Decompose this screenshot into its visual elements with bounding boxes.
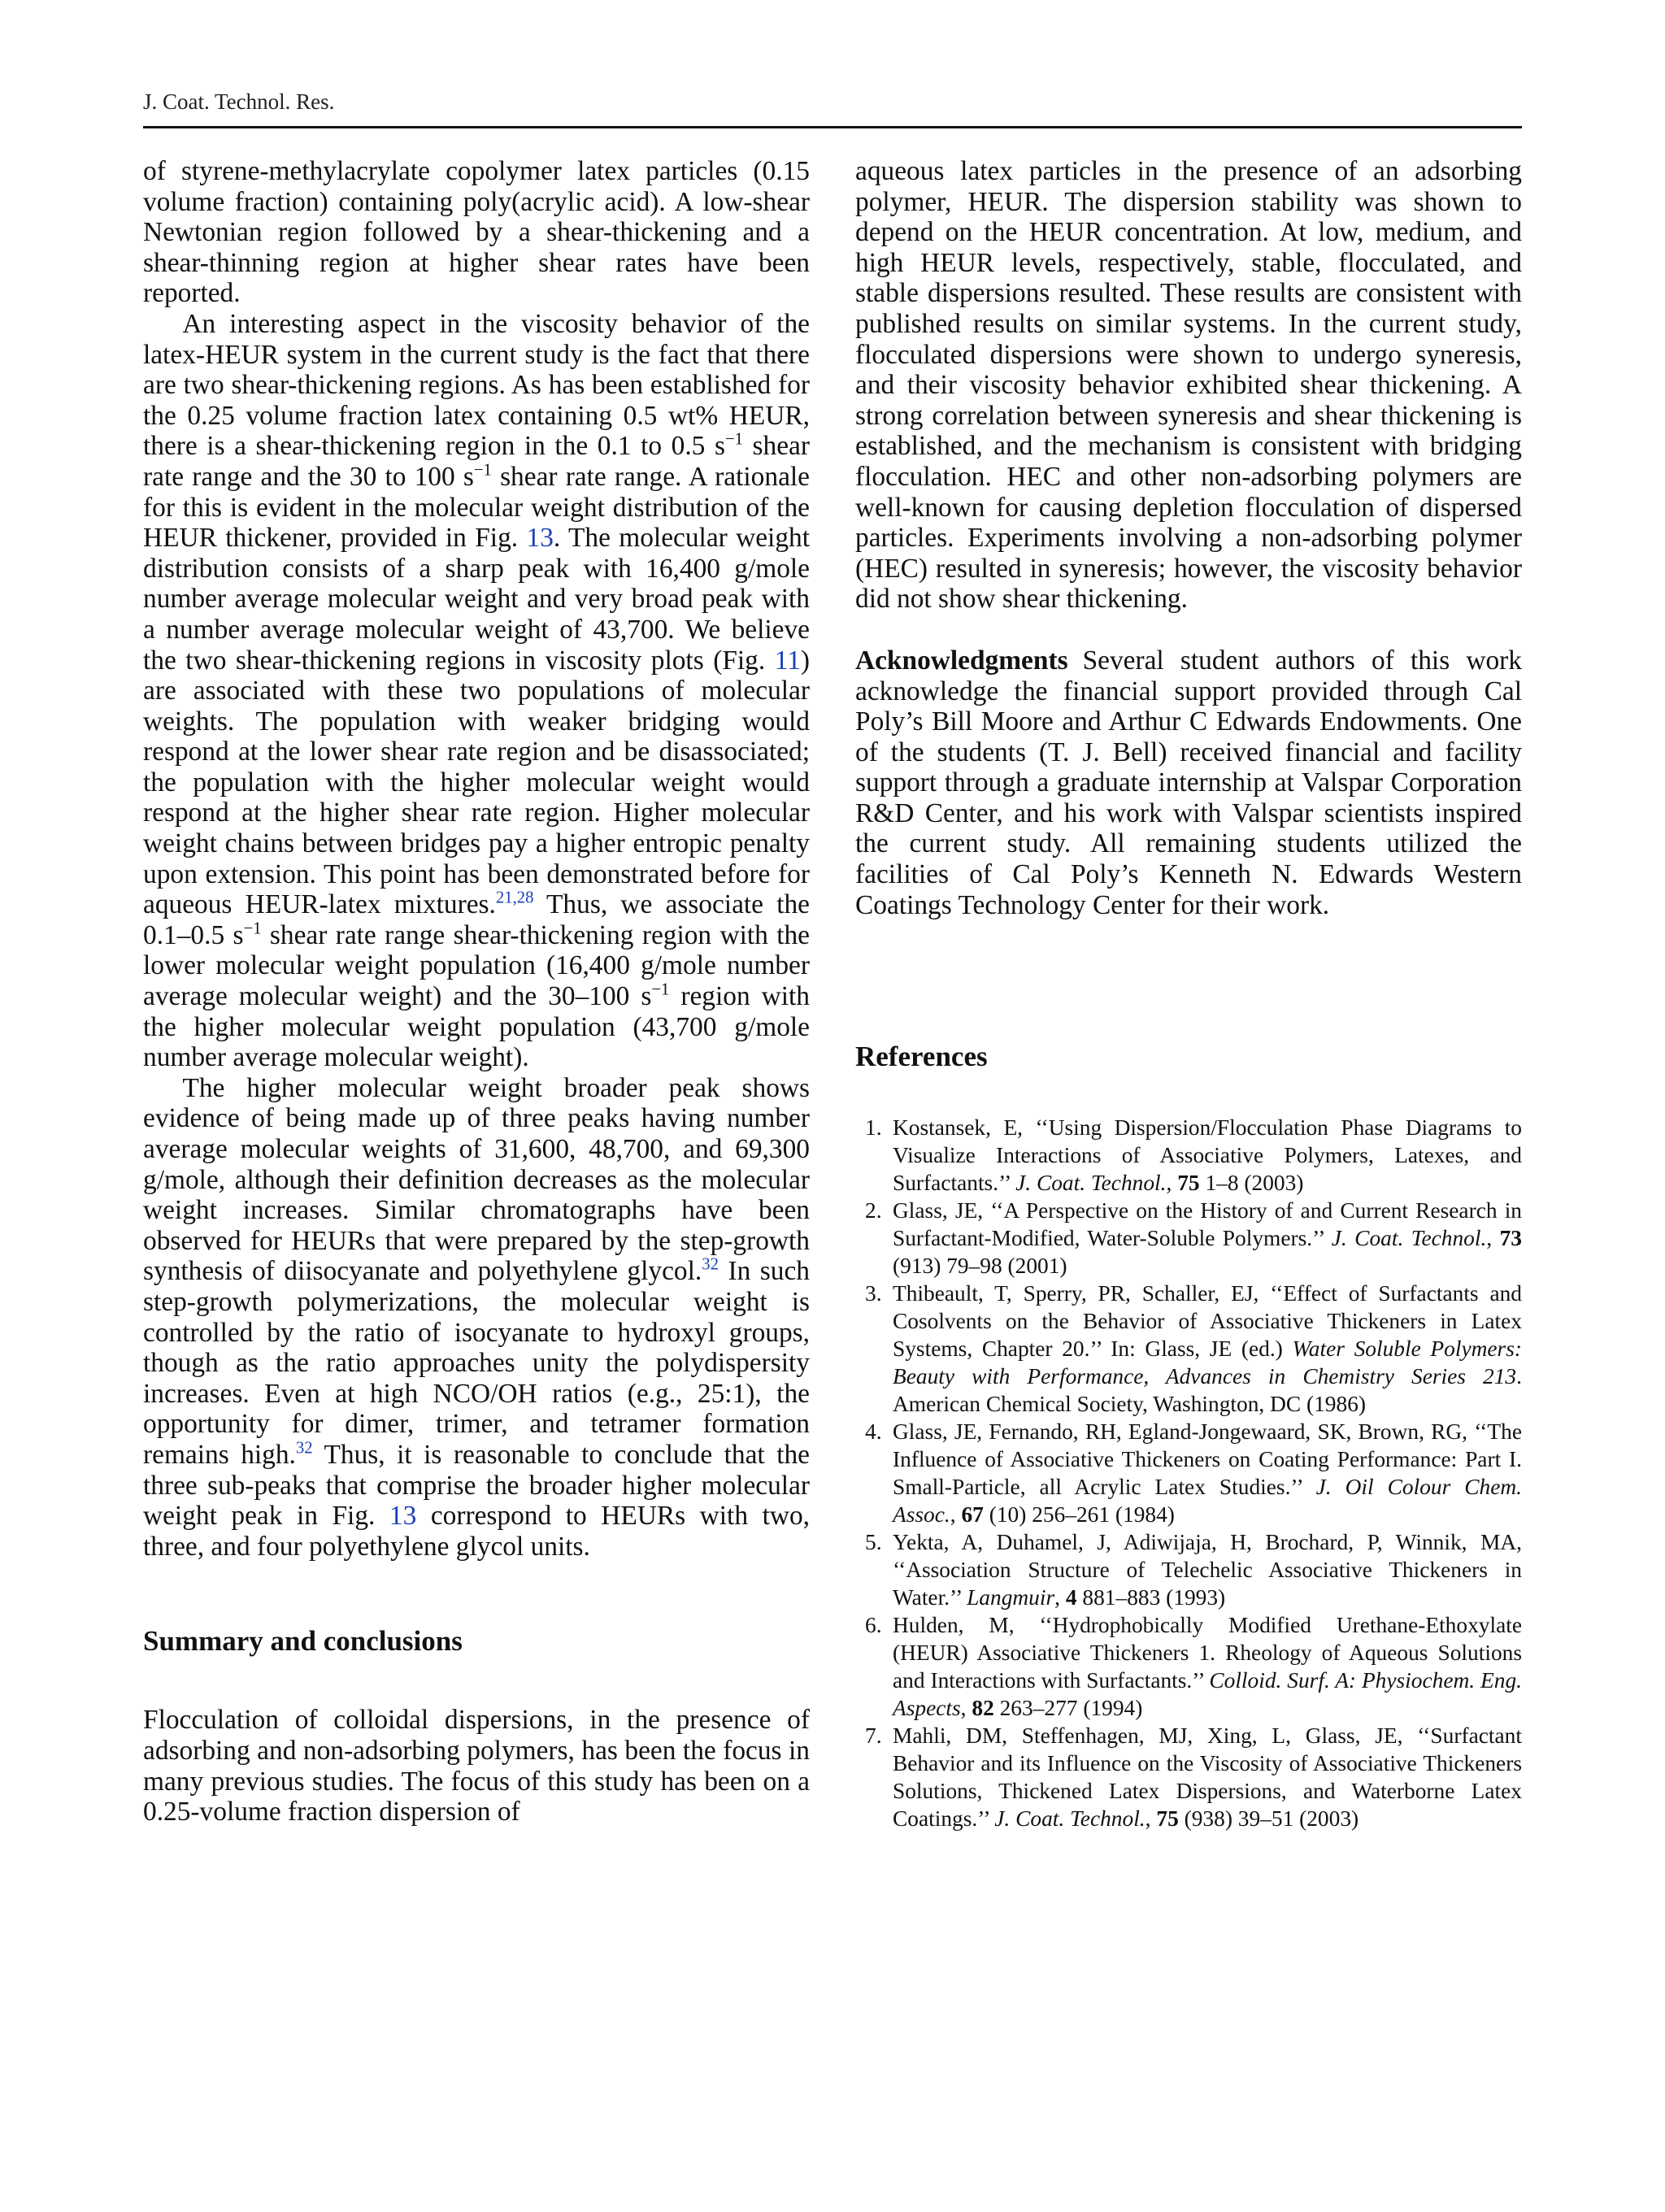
superscript: −1 bbox=[651, 980, 670, 999]
reference-item: 1. Kostansek, E, ‘‘Using Dispersion/Flocculation Phase Diagrams to Visualize Interactions of Associative Polymers, Latexes, and Surfactants.’’ J. Coat. Technol., 75 1–8 (2003) bbox=[865, 1115, 1522, 1196]
reference-journal: J. Coat. Technol. bbox=[994, 1806, 1146, 1832]
reference-number: 5. bbox=[865, 1530, 882, 1555]
reference-journal: Water Soluble Polymers: Beauty with Performance, Advances in Chemistry Series 213 bbox=[893, 1336, 1522, 1389]
reference-journal: J. Coat. Technol. bbox=[1015, 1171, 1167, 1196]
text-run: . The molecular weight distribution consists of a sharp peak with 16,400 g/mole number average molecular weight and very broad peak with a number average molecular weight of 43,700. We believe the two shear-thickening regions in viscosity plots (Fig. bbox=[143, 523, 811, 676]
reference-number: 7. bbox=[865, 1723, 882, 1749]
acknowledgments-paragraph bbox=[855, 645, 1522, 920]
reference-volume: 4 bbox=[1065, 1585, 1077, 1610]
reference-text: Hulden, M, ‘‘Hydrophobically Modified Urethane-Ethoxylate (HEUR) Associative Thickeners 1. Rheology of Aqueous Solutions and Interactions with Surfactants.’’ bbox=[893, 1613, 1522, 1693]
reference-text: Glass, JE, ‘‘A Perspective on the History of and Current Research in Surfactant-Modified, Water-Soluble Polymers.’’ bbox=[893, 1198, 1522, 1251]
reference-volume: 75 bbox=[1177, 1171, 1200, 1196]
left-column bbox=[143, 156, 810, 1827]
reference-volume: 82 bbox=[972, 1696, 994, 1721]
citation-link[interactable]: 32 bbox=[295, 1439, 313, 1458]
text-run: The higher molecular weight broader peak shows evidence of being made up of three peaks having number average molecular weights of 31,600, 48,700, and 69,300 g/mole, although their definition decreases as the molecular weight increases. Similar chromatographs have been observed for HEURs that were prepared by the step-growth synthesis of diisocyanate and polyethylene glycol. bbox=[143, 1072, 810, 1287]
left-paragraph-3 bbox=[143, 1073, 810, 1562]
left-paragraph-4: Flocculation of colloidal dispersions, in the presence of adsorbing and non-adsorbing polymers, has been the focus in many previous studies. The focus of this study has been on a 0.25-volume fraction dispersion of bbox=[143, 1705, 810, 1827]
reference-pages: 1–8 (2003) bbox=[1199, 1171, 1304, 1196]
reference-number: 2. bbox=[865, 1198, 882, 1223]
reference-text: Thibeault, T, Sperry, PR, Schaller, EJ, ‘‘Effect of Surfactants and Cosolvents on the Behavior of Associative Thickeners in Latex Systems, Chapter 20.’’ In: Glass, JE (ed.) bbox=[893, 1281, 1522, 1362]
reference-pages: 881–883 (1993) bbox=[1076, 1585, 1226, 1610]
text-run: Thus, we associate the 0.1–0.5 s bbox=[143, 889, 810, 950]
acknowledgments-text: Several student authors of this work acknowledge the financial support provided through Cal Poly’s Bill Moore and Arthur C Edwards Endowments. One of the students (T. J. Bell) received financial and facility support through a graduate internship at Valspar Corporation R&D Center, and his work with Valspar scientists inspired the current study. All remaining students utilized the facilities of Cal Poly’s Kenneth N. Edwards Western Coatings Technology Center for their work. bbox=[855, 645, 1522, 920]
superscript: −1 bbox=[724, 430, 743, 449]
reference-volume: 67 bbox=[961, 1502, 984, 1528]
reference-text: Glass, JE, Fernando, RH, Egland-Jongewaard, SK, Brown, RG, ‘‘The Influence of Associative Thickeners on Coating Performance: Part I. Small-Particle, all Acrylic Latex Studies.’’ bbox=[893, 1419, 1522, 1500]
reference-item bbox=[855, 1280, 1522, 1418]
reference-pages: (938) 39–51 (2003) bbox=[1178, 1806, 1359, 1832]
text-run: correspond to HEURs with two, three, and four polyethylene glycol units. bbox=[143, 1501, 810, 1562]
citation-link[interactable]: 32 bbox=[702, 1255, 719, 1274]
reference-item: 4. Glass, JE, Fernando, RH, Egland-Jongewaard, SK, Brown, RG, ‘‘The Influence of Associative Thickeners on Coating Performance: Part I. Small-Particle, all Acrylic Latex Studies.’’ J. Oil Colour Chem. Assoc., 67 (10) 256–261 (1984) bbox=[865, 1419, 1522, 1528]
reference-item: 5. Yekta, A, Duhamel, J, Adiwijaja, H, Brochard, P, Winnik, MA, ‘‘Association Structure of Telechelic Associative Thickeners in Water.’’ Langmuir, 4 881–883 (1993) bbox=[865, 1530, 1522, 1610]
reference-journal: J. Coat. Technol. bbox=[1331, 1226, 1487, 1251]
summary-heading: Summary and conclusions bbox=[143, 1625, 463, 1658]
reference-journal: Colloid. Surf. A: Physiochem. Eng. Aspects bbox=[893, 1668, 1522, 1721]
text-run: Thus, it is reasonable to conclude that the three sub-peaks that comprise the broader higher molecular weight peak in Fig. bbox=[143, 1439, 810, 1532]
reference-pages: . American Chemical Society, Washington, DC (1986) bbox=[893, 1364, 1522, 1417]
reference-text: Yekta, A, Duhamel, J, Adiwijaja, H, Brochard, P, Winnik, MA, ‘‘Association Structure of Telechelic Associative Thickeners in Water.’’ bbox=[893, 1530, 1522, 1610]
text-run: In such step-growth polymerizations, the molecular weight is controlled by the ratio of isocyanate to hydroxyl groups, though as the ratio approaches unity the polydispersity increases. Even at high NCO/OH ratios (e.g., 25:1), the opportunity for dimer, trimer, and tetramer formation remains high. bbox=[143, 1256, 811, 1470]
reference-pages: (913) 79–98 (2001) bbox=[893, 1254, 1067, 1279]
text-run: region with the higher molecular weight population (43,700 g/mole number average molecular weight). bbox=[143, 981, 810, 1073]
citation-link[interactable]: 21,28 bbox=[495, 889, 534, 907]
reference-number: 6. bbox=[865, 1613, 882, 1638]
reference-item: 2. Glass, JE, ‘‘A Perspective on the History of and Current Research in Surfactant-Modified, Water-Soluble Polymers.’’ J. Coat. Technol., 73 (913) 79–98 (2001) bbox=[865, 1198, 1522, 1279]
reference-item: 7. Mahli, DM, Steffenhagen, MJ, Xing, L, Glass, JE, ‘‘Surfactant Behavior and its Influence on the Viscosity of Associative Thickeners Solutions, Thickened Latex Dispersions, and Waterborne Latex Coatings.’’ J. Coat. Technol., 75 (938) 39–51 (2003) bbox=[865, 1723, 1522, 1832]
reference-journal: J. Oil Colour Chem. Assoc. bbox=[893, 1475, 1522, 1528]
text-run: ) are associated with these two populations of molecular weights. The population with weaker bridging would respond at the lower shear rate region and be disassociated; the population with the higher molecular weight would respond at the higher shear rate region. Higher molecular weight chains between bridges pay a higher entropic penalty upon extension. This point has been demonstrated before for aqueous HEUR-latex mixtures. bbox=[143, 645, 810, 920]
superscript: −1 bbox=[243, 919, 262, 938]
acknowledgments-title: Acknowledgments bbox=[855, 645, 1068, 676]
reference-journal: Langmuir bbox=[967, 1585, 1055, 1610]
header-rule bbox=[143, 126, 1522, 128]
right-column bbox=[855, 156, 1522, 1832]
reference-pages: (10) 256–261 (1984) bbox=[983, 1502, 1175, 1528]
reference-volume: 75 bbox=[1156, 1806, 1179, 1832]
figure-link-13[interactable]: 13 bbox=[389, 1501, 417, 1532]
left-paragraph-2 bbox=[143, 309, 810, 1073]
text-run: shear rate range and the 30 to 100 s bbox=[143, 431, 810, 492]
left-paragraph-1: of styrene-methylacrylate copolymer latex particles (0.15 volume fraction) containing poly(acrylic acid). A low-shear Newtonian region followed by a shear-thickening and a shear-thinning region at higher shear rates have been reported. bbox=[143, 156, 810, 309]
reference-item: 6. Hulden, M, ‘‘Hydrophobically Modified Urethane-Ethoxylate (HEUR) Associative Thickeners 1. Rheology of Aqueous Solutions and Interactions with Surfactants.’’ Colloid. Surf. A: Physiochem. Eng. Aspects, 82 263–277 (1994) bbox=[865, 1613, 1522, 1721]
reference-text: Mahli, DM, Steffenhagen, MJ, Xing, L, Glass, JE, ‘‘Surfactant Behavior and its Influence on the Viscosity of Associative Thickeners Solutions, Thickened Latex Dispersions, and Waterborne Latex Coatings.’’ bbox=[893, 1723, 1522, 1832]
running-head: J. Coat. Technol. Res. bbox=[143, 89, 335, 114]
text-run: shear rate range. A rationale for this is evident in the molecular weight distribution of the HEUR thickener, provided in Fig. bbox=[143, 461, 810, 554]
reference-volume: 73 bbox=[1499, 1226, 1522, 1251]
reference-pages: 263–277 (1994) bbox=[993, 1696, 1143, 1721]
text-run: shear rate range shear-thickening region with the lower molecular weight population (16,400 g/mole number average molecular weight) and the 30–100 s bbox=[143, 919, 810, 1012]
right-paragraph-1: aqueous latex particles in the presence of an adsorbing polymer, HEUR. The dispersion stability was shown to depend on the HEUR concentration. At low, medium, and high HEUR levels, respectively, stable, flocculated, and stable dispersions resulted. These results are consistent with published results on similar systems. In the current study, flocculated dispersions were shown to undergo syneresis, and their viscosity behavior exhibited shear thickening. A strong correlation between syneresis and shear thickening is established, and the mechanism is consistent with bridging flocculation. HEC and other non-adsorbing polymers are well-known for causing depletion flocculation of dispersed particles. Experiments involving a non-adsorbing polymer (HEC) resulted in syneresis; however, the viscosity behavior did not show shear thickening. bbox=[855, 156, 1522, 615]
reference-number: 4. bbox=[865, 1419, 882, 1445]
reference-number: 3. bbox=[865, 1281, 882, 1306]
superscript: −1 bbox=[473, 461, 492, 480]
figure-link-11[interactable]: 11 bbox=[774, 645, 801, 676]
figure-link-13[interactable]: 13 bbox=[526, 523, 554, 554]
text-run: An interesting aspect in the viscosity behavior of the latex-HEUR system in the current study is the fact that there are two shear-thickening regions. As has been established for the 0.25 volume fraction latex containing 0.5 wt% HEUR, there is a shear-thickening region in the 0.1 to 0.5 s bbox=[143, 308, 810, 462]
reference-text: Kostansek, E, ‘‘Using Dispersion/Flocculation Phase Diagrams to Visualize Interactions of Associative Polymers, Latexes, and Surfactants.’’ bbox=[893, 1115, 1522, 1196]
references-heading: References bbox=[855, 1041, 988, 1073]
reference-number: 1. bbox=[865, 1115, 882, 1141]
references-list bbox=[855, 1114, 1522, 1832]
